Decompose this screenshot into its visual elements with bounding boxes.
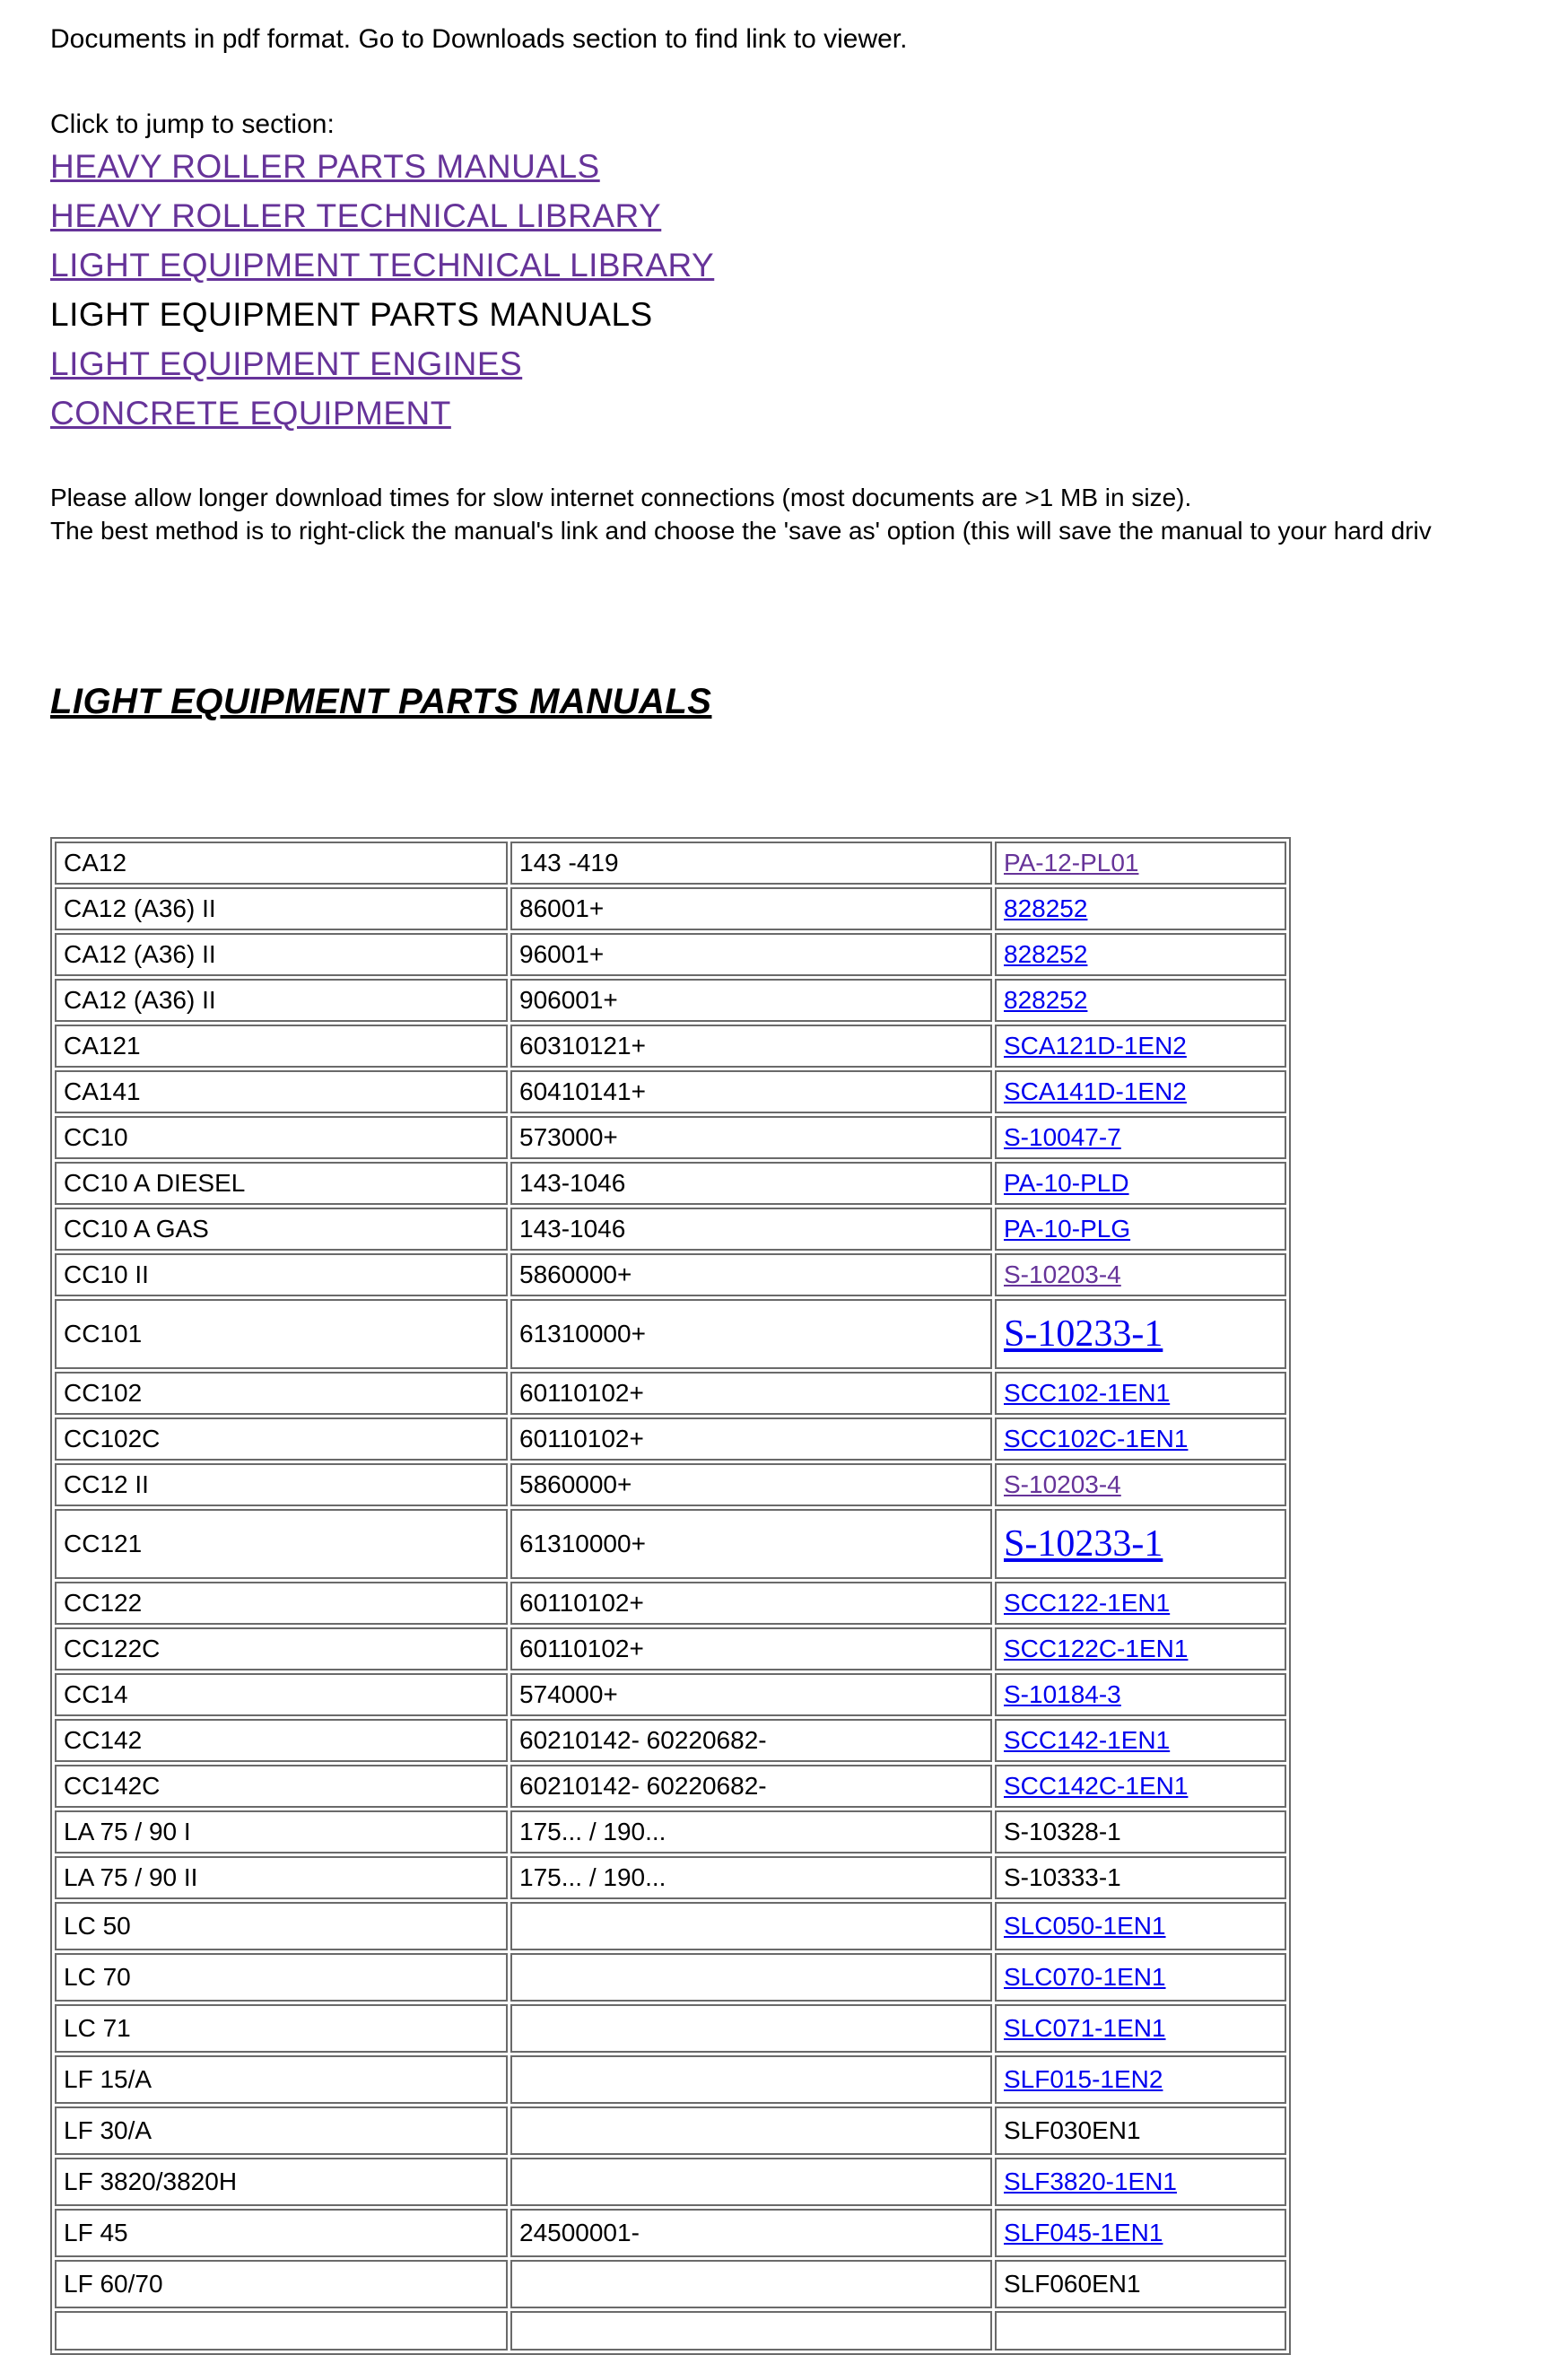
model-cell: CC101 <box>55 1299 508 1369</box>
table-row <box>55 1582 1286 1625</box>
serial-cell <box>510 2260 992 2308</box>
document-cell <box>995 933 1286 976</box>
document-cell <box>995 1673 1286 1716</box>
model-cell: CA12 (A36) II <box>55 933 508 976</box>
model-cell: CC102C <box>55 1417 508 1461</box>
download-note-line1: Please allow longer download times for slow internet connections (most documents are >1 MB in size). <box>50 484 1192 511</box>
serial-cell: 60110102+ <box>510 1417 992 1461</box>
serial-cell: 24500001- <box>510 2209 992 2257</box>
table-row <box>55 1463 1286 1506</box>
document-cell <box>995 2106 1286 2155</box>
document-cell <box>995 1070 1286 1113</box>
model-cell: LF 3820/3820H <box>55 2158 508 2206</box>
table-row <box>55 1208 1286 1251</box>
serial-cell <box>510 2055 992 2104</box>
document-cell <box>995 1582 1286 1625</box>
model-cell: LA 75 / 90 I <box>55 1810 508 1853</box>
table-row <box>55 1253 1286 1296</box>
serial-cell: 906001+ <box>510 979 992 1022</box>
serial-cell: 60110102+ <box>510 1372 992 1415</box>
model-cell: CC10 II <box>55 1253 508 1296</box>
table-row <box>55 2004 1286 2053</box>
serial-cell: 60310121+ <box>510 1025 992 1068</box>
doc-link[interactable]: SCA121D-1EN2 <box>1004 1032 1187 1060</box>
table-row <box>55 1299 1286 1369</box>
doc-link[interactable]: S-10233-1 <box>1004 1313 1163 1355</box>
serial-cell: 175... / 190... <box>510 1856 992 1899</box>
model-cell: CA12 <box>55 842 508 885</box>
document-cell <box>995 2004 1286 2053</box>
model-cell: CC10 <box>55 1116 508 1159</box>
model-cell: CA141 <box>55 1070 508 1113</box>
table-row <box>55 842 1286 885</box>
serial-cell: 574000+ <box>510 1673 992 1716</box>
serial-cell: 86001+ <box>510 887 992 930</box>
table-row <box>55 2106 1286 2155</box>
serial-cell: 143-1046 <box>510 1162 992 1205</box>
document-cell <box>995 1953 1286 2002</box>
doc-link[interactable]: SCC142C-1EN1 <box>1004 1772 1189 1800</box>
section-heading: LIGHT EQUIPMENT PARTS MANUALS <box>50 682 712 721</box>
doc-text: SLF060EN1 <box>1004 2270 1141 2298</box>
model-cell: CC142C <box>55 1765 508 1808</box>
document-cell <box>995 2260 1286 2308</box>
serial-cell: 60410141+ <box>510 1070 992 1113</box>
table-row <box>55 1417 1286 1461</box>
section-nav-link[interactable]: LIGHT EQUIPMENT ENGINES <box>50 345 523 382</box>
doc-link[interactable]: PA-12-PL01 <box>1004 849 1139 877</box>
document-cell <box>995 2311 1286 2351</box>
serial-cell: 96001+ <box>510 933 992 976</box>
doc-link[interactable]: SLF015-1EN2 <box>1004 2065 1163 2093</box>
table-row <box>55 2158 1286 2206</box>
model-cell: CA12 (A36) II <box>55 979 508 1022</box>
doc-link[interactable]: SCC102C-1EN1 <box>1004 1425 1189 1452</box>
document-cell <box>995 1719 1286 1762</box>
model-cell: CC14 <box>55 1673 508 1716</box>
serial-cell: 5860000+ <box>510 1253 992 1296</box>
model-cell: CC121 <box>55 1509 508 1579</box>
document-cell <box>995 1116 1286 1159</box>
table-row <box>55 1372 1286 1415</box>
doc-link[interactable]: PA-10-PLD <box>1004 1169 1129 1197</box>
doc-link[interactable]: S-10233-1 <box>1004 1523 1163 1565</box>
doc-text: S-10328-1 <box>1004 1818 1121 1845</box>
model-cell: CA121 <box>55 1025 508 1068</box>
jump-to-section-label: Click to jump to section: <box>50 109 335 139</box>
section-nav-link[interactable]: HEAVY ROLLER PARTS MANUALS <box>50 148 600 185</box>
doc-link[interactable]: SCC102-1EN1 <box>1004 1379 1171 1407</box>
table-row <box>55 1810 1286 1853</box>
table-row <box>55 933 1286 976</box>
doc-text: SLF030EN1 <box>1004 2116 1141 2144</box>
document-cell <box>995 1463 1286 1506</box>
model-cell: LF 30/A <box>55 2106 508 2155</box>
table-row <box>55 1025 1286 1068</box>
intro-text: Documents in pdf format. Go to Downloads section to find link to viewer. <box>50 24 908 54</box>
doc-link[interactable]: SLC050-1EN1 <box>1004 1912 1166 1940</box>
model-cell: LF 60/70 <box>55 2260 508 2308</box>
document-cell <box>995 2158 1286 2206</box>
serial-cell: 5860000+ <box>510 1463 992 1506</box>
document-cell <box>995 887 1286 930</box>
serial-cell: 175... / 190... <box>510 1810 992 1853</box>
doc-link[interactable]: SLC070-1EN1 <box>1004 1963 1166 1991</box>
table-row <box>55 887 1286 930</box>
doc-link[interactable]: S-10047-7 <box>1004 1123 1121 1151</box>
table-row <box>55 1902 1286 1950</box>
model-cell: CC102 <box>55 1372 508 1415</box>
document-cell <box>995 2209 1286 2257</box>
model-cell: CC122 <box>55 1582 508 1625</box>
serial-cell: 61310000+ <box>510 1299 992 1369</box>
model-cell: CC10 A DIESEL <box>55 1162 508 1205</box>
doc-link[interactable]: 828252 <box>1004 986 1088 1014</box>
doc-link[interactable]: S-10203-4 <box>1004 1470 1121 1498</box>
serial-cell <box>510 1902 992 1950</box>
serial-cell: 143-1046 <box>510 1208 992 1251</box>
model-cell: LC 50 <box>55 1902 508 1950</box>
document-cell <box>995 1509 1286 1579</box>
serial-cell: 60210142- 60220682- <box>510 1719 992 1762</box>
download-note-line2: The best method is to right-click the manual's link and choose the 'save as' option (this will save the manual to your hard driv <box>50 517 1432 545</box>
manuals-table <box>50 837 1291 2355</box>
doc-link[interactable]: PA-10-PLG <box>1004 1215 1131 1243</box>
doc-link[interactable]: SLF3820-1EN1 <box>1004 2167 1178 2195</box>
table-row <box>55 1856 1286 1899</box>
serial-cell: 573000+ <box>510 1116 992 1159</box>
document-cell <box>995 1162 1286 1205</box>
document-cell <box>995 1765 1286 1808</box>
document-cell <box>995 1208 1286 1251</box>
doc-link[interactable]: SLC071-1EN1 <box>1004 2014 1166 2042</box>
table-row-partial <box>55 2311 1286 2351</box>
model-cell: CC142 <box>55 1719 508 1762</box>
table-row <box>55 2260 1286 2308</box>
document-cell <box>995 1810 1286 1853</box>
section-nav-link[interactable]: LIGHT EQUIPMENT TECHNICAL LIBRARY <box>50 247 715 283</box>
table-row <box>55 1953 1286 2002</box>
section-nav <box>50 142 1568 438</box>
serial-cell: 61310000+ <box>510 1509 992 1579</box>
table-row <box>55 1627 1286 1670</box>
model-cell: LC 71 <box>55 2004 508 2053</box>
document-cell <box>995 2055 1286 2104</box>
serial-cell <box>510 2311 992 2351</box>
table-row <box>55 2055 1286 2104</box>
table-row <box>55 1162 1286 1205</box>
doc-link[interactable]: SLF045-1EN1 <box>1004 2219 1163 2246</box>
document-cell <box>995 1417 1286 1461</box>
document-cell <box>995 1253 1286 1296</box>
doc-link[interactable]: S-10203-4 <box>1004 1260 1121 1288</box>
doc-link[interactable]: SCC122C-1EN1 <box>1004 1635 1189 1662</box>
doc-link[interactable]: S-10184-3 <box>1004 1680 1121 1708</box>
serial-cell: 143 -419 <box>510 842 992 885</box>
table-row <box>55 1116 1286 1159</box>
doc-text: S-10333-1 <box>1004 1863 1121 1891</box>
serial-cell: 60210142- 60220682- <box>510 1765 992 1808</box>
table-row <box>55 1765 1286 1808</box>
download-note <box>50 481 1568 547</box>
serial-cell: 60110102+ <box>510 1582 992 1625</box>
table-row <box>55 1719 1286 1762</box>
model-cell: CC12 II <box>55 1463 508 1506</box>
document-cell <box>995 1856 1286 1899</box>
serial-cell: 60110102+ <box>510 1627 992 1670</box>
serial-cell <box>510 1953 992 2002</box>
model-cell: CC122C <box>55 1627 508 1670</box>
table-row <box>55 1070 1286 1113</box>
document-cell <box>995 1902 1286 1950</box>
document-cell <box>995 1299 1286 1369</box>
serial-cell <box>510 2106 992 2155</box>
serial-cell <box>510 2158 992 2206</box>
model-cell <box>55 2311 508 2351</box>
section-nav-link[interactable]: HEAVY ROLLER TECHNICAL LIBRARY <box>50 197 662 234</box>
section-nav-current: LIGHT EQUIPMENT PARTS MANUALS <box>50 296 653 333</box>
table-row <box>55 1673 1286 1716</box>
model-cell: CC10 A GAS <box>55 1208 508 1251</box>
document-cell <box>995 1372 1286 1415</box>
document-cell <box>995 1025 1286 1068</box>
serial-cell <box>510 2004 992 2053</box>
table-row <box>55 2209 1286 2257</box>
doc-link[interactable]: 828252 <box>1004 894 1088 922</box>
model-cell: LF 15/A <box>55 2055 508 2104</box>
doc-link[interactable]: 828252 <box>1004 940 1088 968</box>
model-cell: LA 75 / 90 II <box>55 1856 508 1899</box>
model-cell: CA12 (A36) II <box>55 887 508 930</box>
model-cell: LC 70 <box>55 1953 508 2002</box>
table-row <box>55 1509 1286 1579</box>
table-row <box>55 979 1286 1022</box>
doc-link[interactable]: SCC142-1EN1 <box>1004 1726 1171 1754</box>
section-nav-link[interactable]: CONCRETE EQUIPMENT <box>50 395 451 432</box>
document-cell <box>995 979 1286 1022</box>
document-cell <box>995 1627 1286 1670</box>
doc-link[interactable]: SCC122-1EN1 <box>1004 1589 1171 1617</box>
doc-link[interactable]: SCA141D-1EN2 <box>1004 1077 1187 1105</box>
document-cell <box>995 842 1286 885</box>
model-cell: LF 45 <box>55 2209 508 2257</box>
